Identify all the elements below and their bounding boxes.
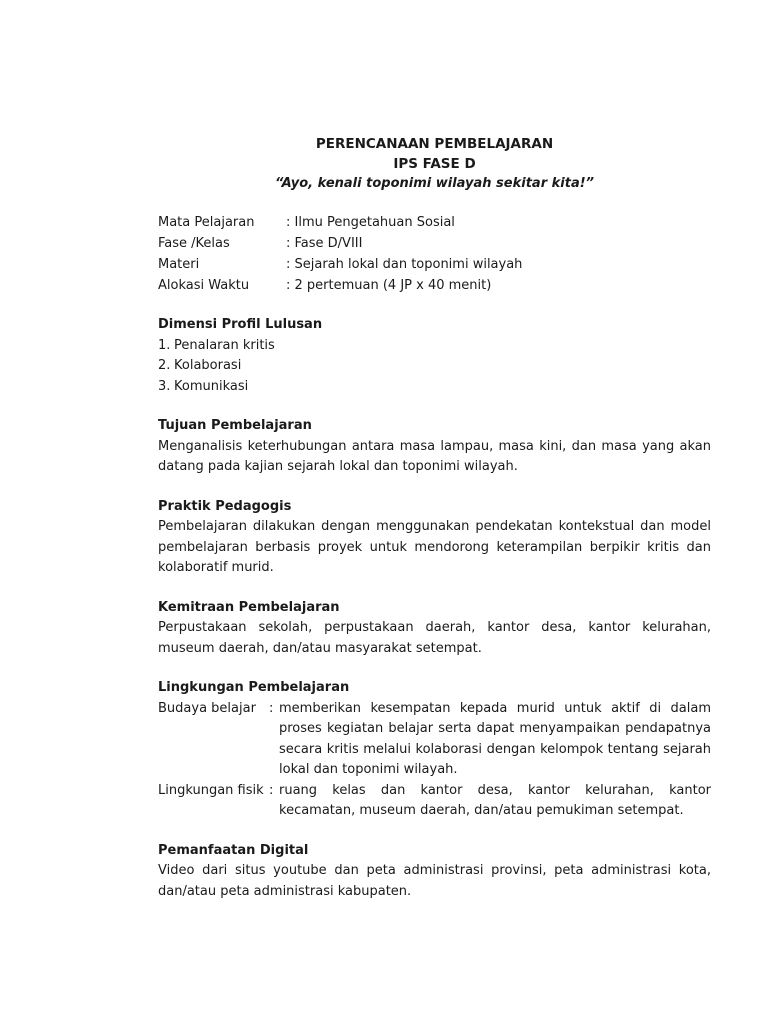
meta-label: Fase /Kelas [158,236,230,251]
env-row-fisik [158,781,711,822]
list-item [158,336,711,357]
section-dimensi [158,315,711,397]
section-title: Kemitraan Pembelajaran [158,599,340,615]
env-row-budaya [158,699,711,781]
list-text: Komunikasi [174,378,249,394]
env-value: ruang kelas dan kantor desa, kantor kelurahan, kantor kecamatan, museum daerah, dan/atau pemukiman setempat. [279,782,711,818]
section-digital [158,841,711,903]
section-title: Praktik Pedagogis [158,498,292,514]
meta-row [158,275,711,296]
section-body: Pembelajaran dilakukan dengan menggunakan pendekatan kontekstual dan model pembelajaran berbasis proyek untuk mendorong keterampilan berpikir kritis dan kolaboratif murid. [158,519,711,575]
meta-value: : 2 pertemuan (4 JP x 40 menit) [286,278,492,293]
list-text: Penalaran kritis [174,337,275,353]
meta-label: Materi [158,257,200,272]
list-text: Kolaborasi [174,358,242,373]
section-title: Dimensi Profil Lulusan [158,317,323,332]
meta-value: : Ilmu Pengetahuan Sosial [286,215,455,230]
document-title-line1: PERENCANAAN PEMBELAJARAN [315,136,554,152]
list-number: 1. [158,337,171,353]
meta-label: Mata Pelajaran [158,215,255,230]
section-title: Tujuan Pembelajaran [158,418,312,433]
meta-row [158,233,711,254]
list-number: 2. [158,358,171,373]
env-colon: : [269,700,274,716]
section-lingkungan [158,678,711,822]
env-value: memberikan kesempatan kepada murid untuk aktif di dalam proses kegiatan belajar serta dapat menyampaikan pendapatnya secara kritis melalui kolaborasi dengan kelompok tentang sejarah lokal dan toponimi wilayah. [279,700,711,777]
section-praktik [158,497,711,579]
section-tujuan [158,416,711,478]
env-colon: : [269,782,274,798]
section-body: Menganalisis keterhubungan antara masa lampau, masa kini, dan masa yang akan datang pada kajian sejarah lokal dan toponimi wilayah. [158,438,711,474]
document-motto: “Ayo, kenali toponimi wilayah sekitar kita!” [274,176,595,191]
env-label: Budaya belajar [158,700,256,716]
meta-value: : Sejarah lokal dan toponimi wilayah [286,257,523,272]
document-content [158,134,711,902]
list-number: 3. [158,378,171,394]
meta-row [158,254,711,275]
section-kemitraan [158,598,711,660]
section-title: Lingkungan Pembelajaran [158,680,350,695]
meta-row [158,212,711,233]
section-body: Video dari situs youtube dan peta administrasi provinsi, peta administrasi kota, dan/atau peta administrasi kabupaten. [158,863,711,899]
meta-block [158,212,711,296]
meta-value: : Fase D/VIII [286,236,363,251]
env-label: Lingkungan fisik [158,782,264,798]
meta-label: Alokasi Waktu [158,278,250,293]
section-body: Perpustakaan sekolah, perpustakaan daerah, kantor desa, kantor kelurahan, museum daerah, dan/atau masyarakat setempat. [158,620,711,656]
list-item [158,356,711,377]
list-item [158,377,711,398]
section-title: Pemanfaatan Digital [158,842,309,858]
document-title-line2: IPS FASE D [393,156,476,172]
